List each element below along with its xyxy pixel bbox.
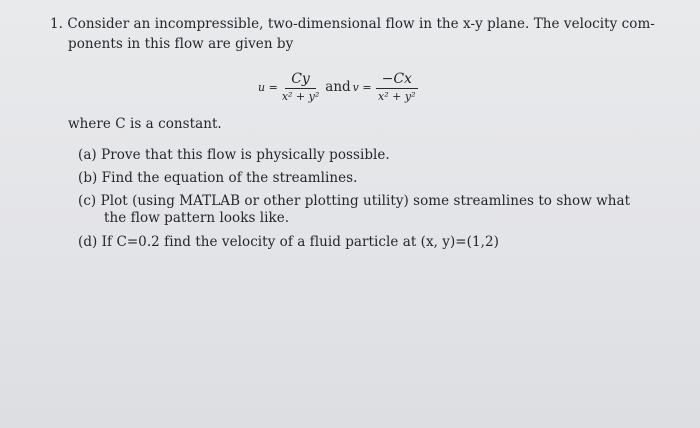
part-b [78,170,357,186]
part-d-label: (d) [78,234,98,250]
part-a-label: (a) [78,147,97,163]
v-lhs: v = [352,80,372,94]
velocity-equation [258,66,422,108]
v-numerator: −Cx [376,71,418,89]
part-c-continuation [104,210,289,226]
part-d-text: If C=0.2 find the velocity of a fluid particle at (x, y)=(1,2) [101,234,499,250]
problem-statement-line-2 [68,36,293,52]
part-b-text: Find the equation of the streamlines. [101,170,358,186]
problem-intro-2: ponents in this flow are given by [68,36,294,52]
u-lhs: u = [258,80,278,94]
problem-statement-line-1 [50,16,655,32]
part-d [78,234,499,250]
problem-intro-1: Consider an incompressible, two-dimensional flow in the x-y plane. The velocity com- [67,16,655,32]
part-c-text-2: the flow pattern looks like. [104,210,290,226]
v-fraction [376,71,418,104]
u-fraction [282,71,319,104]
part-c-text: Plot (using MATLAB or other plotting utility) some streamlines to show what [100,193,631,209]
part-b-label: (b) [78,170,98,186]
part-c [78,193,630,209]
u-denominator: x² + y² [281,89,320,103]
where-text: where C is a constant. [68,116,222,132]
part-a-text: Prove that this flow is physically possible. [101,147,390,163]
u-numerator: Cy [285,71,316,89]
v-denominator: x² + y² [378,89,416,103]
equation-connector: and [325,79,351,95]
problem-number: 1. [50,16,63,32]
part-c-label: (c) [78,193,97,209]
part-a [78,147,390,163]
where-line [68,116,222,132]
